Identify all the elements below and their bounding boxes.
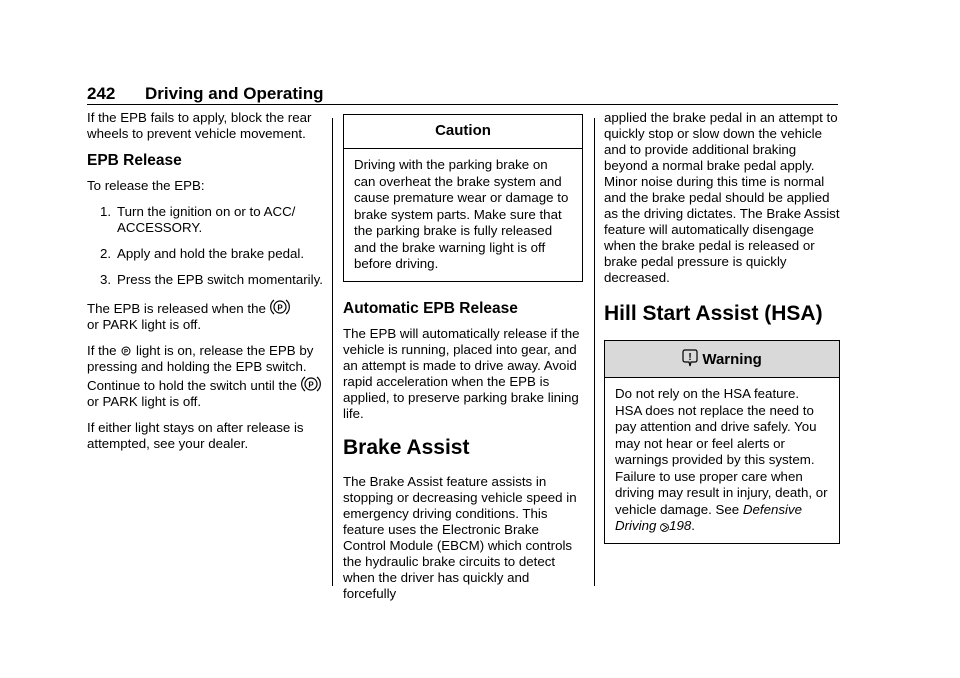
hsa-heading: Hill Start Assist (HSA) bbox=[604, 302, 823, 325]
light-on-text: or PARK light is off. bbox=[87, 394, 202, 409]
released-text: The EPB is released when the bbox=[87, 301, 266, 316]
released-text-end: or PARK light is off. bbox=[87, 317, 202, 332]
list-item bbox=[87, 204, 327, 236]
column-2 bbox=[343, 110, 583, 612]
warning-body bbox=[605, 378, 839, 543]
step-number: 2. bbox=[100, 246, 112, 261]
caution-title: Caution bbox=[344, 115, 582, 149]
caution-box bbox=[343, 114, 583, 282]
column-divider bbox=[594, 118, 595, 586]
brake-assist-paragraph: The Brake Assist feature assists in stopping or decreasing vehicle speed in emergency driving conditions. This feature uses the Electronic Brake Control Module (EBCM) which controls the hydraulic brake circuits to detect when the driver has quickly and forcefully bbox=[343, 473, 577, 601]
svg-text:P: P bbox=[124, 349, 129, 356]
defensive-driving-link[interactable]: Defensive Driving bbox=[615, 501, 803, 533]
warning-box bbox=[604, 340, 840, 544]
light-on-paragraph bbox=[87, 343, 327, 410]
released-paragraph bbox=[87, 298, 327, 333]
list-item bbox=[87, 272, 327, 288]
page-header bbox=[87, 82, 838, 105]
column-divider bbox=[332, 118, 333, 586]
page-reference-icon bbox=[660, 522, 669, 533]
warning-period: . bbox=[691, 518, 695, 533]
warning-title: Warning bbox=[702, 351, 762, 368]
step-number: 1. bbox=[100, 204, 112, 219]
step-text: Apply and hold the brake pedal. bbox=[117, 246, 305, 261]
section-title: Driving and Operating bbox=[145, 84, 324, 103]
step-text: Press the EPB switch momentarily. bbox=[117, 272, 323, 287]
intro-paragraph: If the EPB fails to apply, block the rear wheels to prevent vehicle movement. bbox=[87, 110, 312, 141]
svg-text:!: ! bbox=[688, 352, 692, 363]
brake-assist-heading: Brake Assist bbox=[343, 435, 470, 459]
auto-release-paragraph: The EPB will automatically release if the vehicle is running, placed into gear, and an attempt is made to drive away. Avoid rapid acceleration when the EPB is applied, to preserve parking brake lining life. bbox=[343, 325, 580, 421]
page-reference[interactable]: 198 bbox=[669, 518, 692, 533]
page-number: 242 bbox=[87, 84, 116, 103]
parking-brake-icon bbox=[301, 375, 321, 393]
step-text: Turn the ignition on or to ACC/ ACCESSORY. bbox=[117, 204, 296, 235]
light-on-text: If the bbox=[87, 343, 117, 358]
svg-text:P: P bbox=[307, 380, 314, 390]
warning-header bbox=[605, 341, 839, 378]
caution-text: Driving with the parking brake on can overheat the brake system and cause premature wear or damage to brake system parts. Make sure that the parking brake is fully released and the brake warning light is off before driving. bbox=[354, 157, 569, 271]
service-parking-brake-icon bbox=[120, 344, 132, 358]
release-steps bbox=[87, 204, 327, 288]
step-number: 3. bbox=[100, 272, 112, 287]
warning-text: Do not rely on the HSA feature. HSA does not replace the need to pay attention and drive safely. You may not hear or feel alerts or warnings provided by this system. Failure to use proper care when driving may result in injury, death, or vehicle damage. See bbox=[615, 386, 828, 517]
svg-text:P: P bbox=[276, 303, 283, 313]
list-item bbox=[87, 246, 327, 262]
column-1 bbox=[87, 110, 327, 462]
parking-brake-icon bbox=[270, 298, 290, 316]
epb-release-heading: EPB Release bbox=[87, 152, 182, 169]
light-on-text: light is on, release the EPB by pressing and holding the EPB switch. Continue to hold the switch until the bbox=[87, 343, 314, 393]
automatic-epb-release-heading: Automatic EPB Release bbox=[343, 299, 518, 317]
column-3 bbox=[604, 110, 840, 562]
release-intro: To release the EPB: bbox=[87, 178, 205, 193]
either-light-paragraph: If either light stays on after release is attempted, see your dealer. bbox=[87, 420, 304, 451]
brake-assist-continued: applied the brake pedal in an attempt to quickly stop or slow down the vehicle and to provide additional braking beyond a normal brake pedal apply. Minor noise during this time is normal and the brake pedal should be applied as the driving dictates. The Brake Assist feature will automatically disengage when the brake pedal is released or brake pedal pressure is quickly decreased. bbox=[604, 110, 840, 285]
warning-icon bbox=[682, 349, 698, 367]
